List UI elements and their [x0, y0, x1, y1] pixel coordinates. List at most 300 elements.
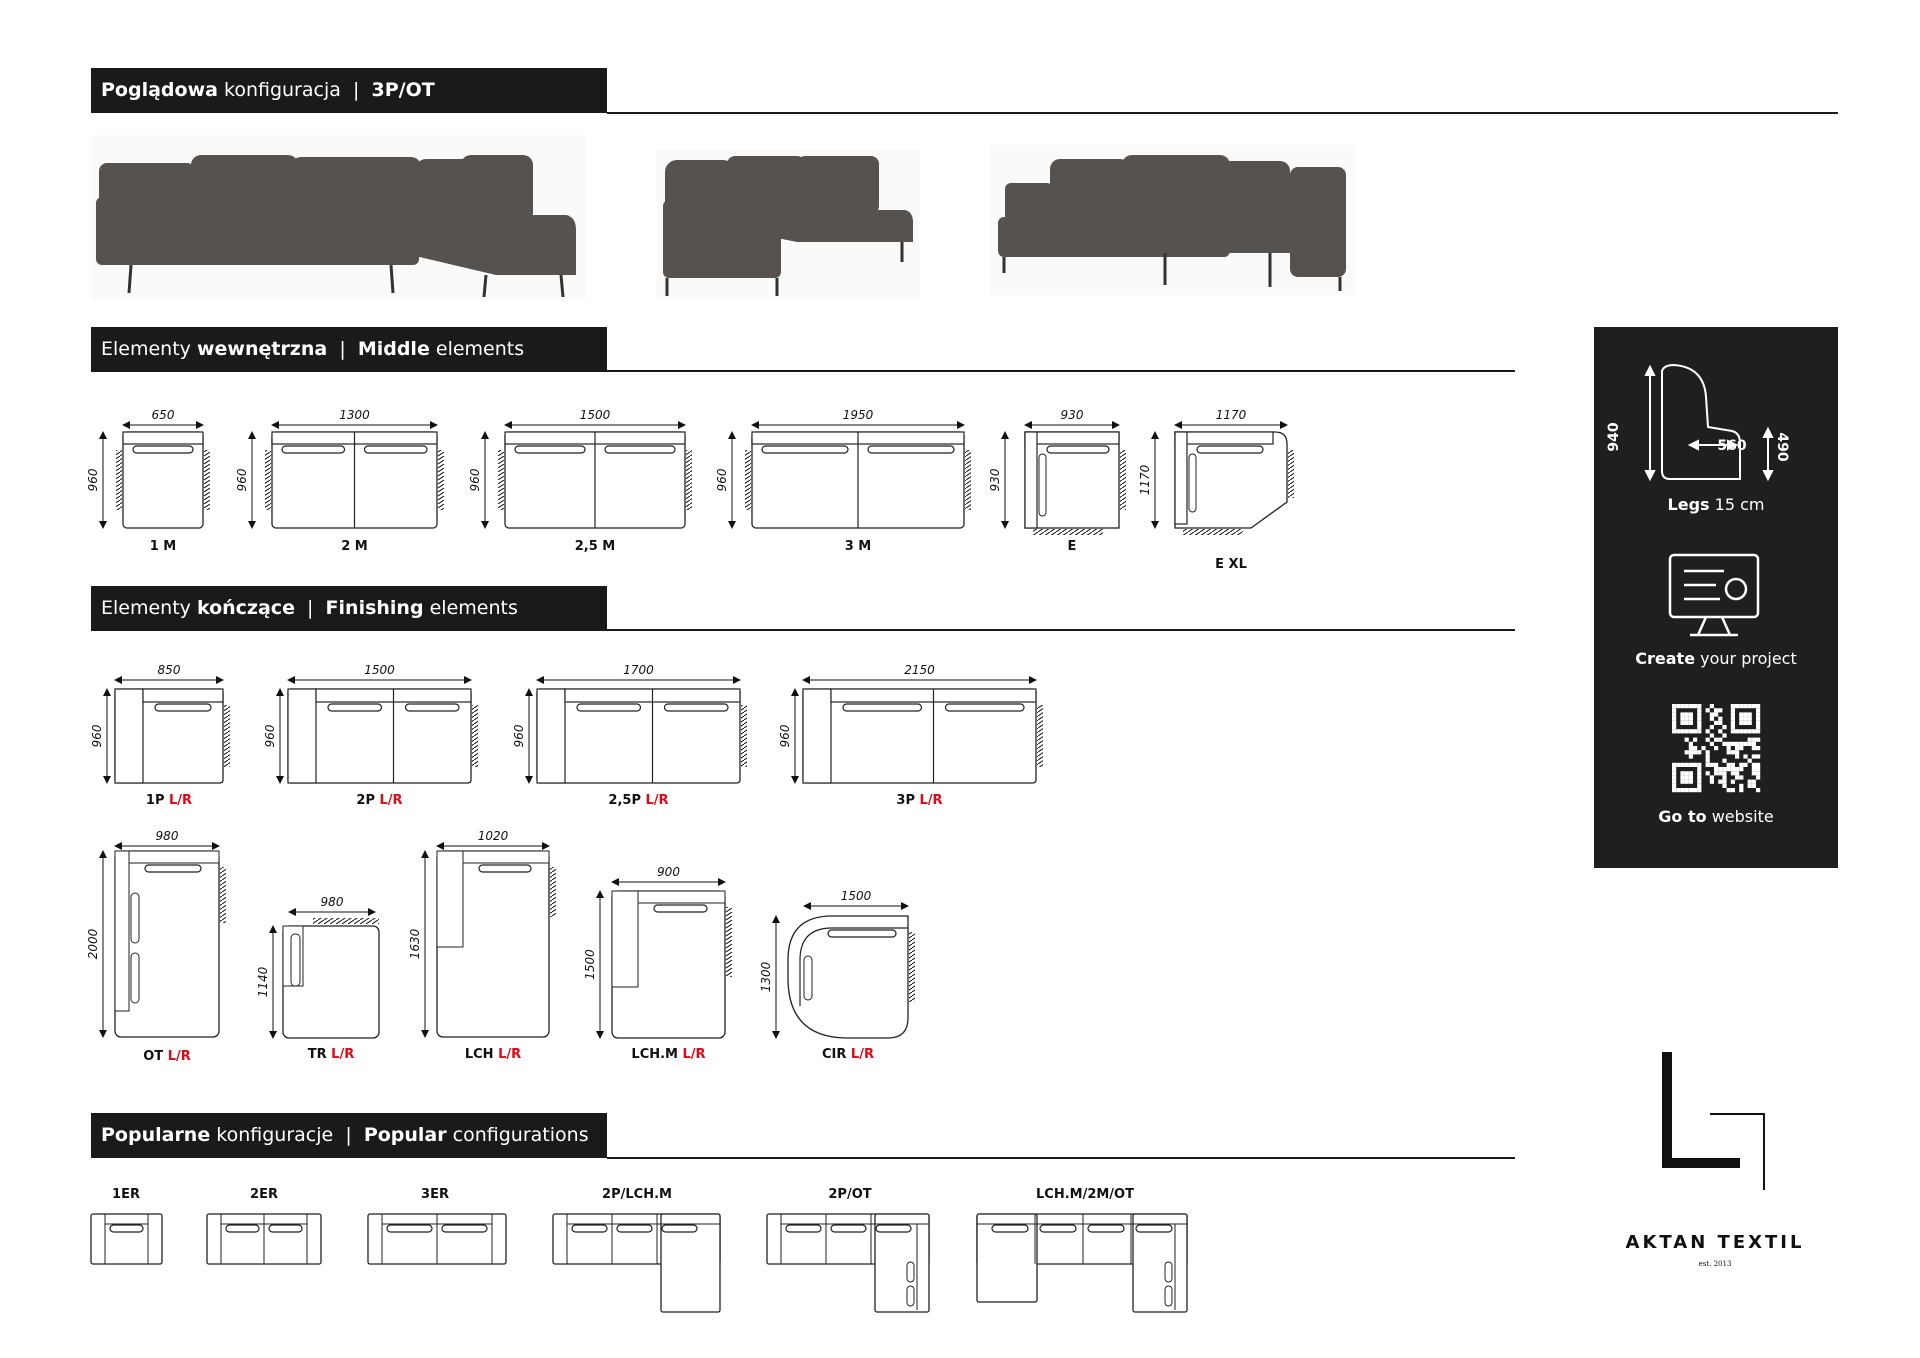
qr-module	[1672, 721, 1676, 725]
qr-module	[1731, 729, 1735, 733]
config-3er	[368, 1214, 506, 1264]
module-name	[465, 1047, 521, 1062]
backrest	[463, 851, 549, 863]
qr-module	[1727, 742, 1731, 746]
finishing-element	[263, 663, 478, 808]
dimension-label: 960	[86, 468, 100, 492]
cushion	[1197, 446, 1263, 453]
module-name	[602, 1187, 672, 1202]
qr-module	[1689, 771, 1693, 775]
module-code: 2ER	[250, 1187, 278, 1202]
cushion	[1040, 1225, 1076, 1232]
qr-module	[1672, 767, 1676, 771]
dimension-label: 960	[468, 468, 482, 492]
cushion	[654, 905, 707, 912]
backrest	[1175, 432, 1273, 444]
qr-module	[1722, 725, 1726, 729]
qr-module	[1693, 729, 1697, 733]
hatch	[265, 450, 271, 510]
module-name	[1036, 1187, 1134, 1202]
qr-module	[1752, 771, 1756, 775]
qr-module	[1731, 771, 1735, 775]
qr-module	[1676, 763, 1680, 767]
module-code: 1P	[145, 793, 165, 808]
backrest	[638, 891, 725, 903]
module-shape	[803, 689, 1036, 783]
cushion	[662, 1225, 697, 1232]
qr-module	[1710, 742, 1714, 746]
qr-module	[1756, 704, 1760, 708]
module-code: 1 M	[149, 539, 177, 554]
finishing-element	[759, 889, 915, 1062]
qr-module	[1735, 729, 1739, 733]
qr-module	[1697, 763, 1701, 767]
module-name	[250, 1187, 278, 1202]
module-name	[341, 539, 368, 554]
module-side: L/R	[164, 793, 193, 808]
qr-module	[1714, 738, 1718, 742]
qr-module	[1714, 746, 1718, 750]
qr-module	[1689, 704, 1693, 708]
seat-height-label: 490	[1774, 432, 1790, 462]
config-lch-m-2m-ot	[977, 1214, 1187, 1312]
qr-module	[1756, 746, 1760, 750]
dimension-label: 980	[320, 895, 344, 909]
qr-module	[1739, 784, 1743, 788]
qr-module	[1697, 729, 1701, 733]
qr-module	[1697, 788, 1701, 792]
qr-module	[1722, 771, 1726, 775]
qr-module	[1710, 712, 1714, 716]
qr-module	[1756, 788, 1760, 792]
config-2p-lch-m	[553, 1214, 720, 1312]
qr-module	[1680, 712, 1684, 716]
module-shape	[115, 851, 219, 1037]
cushion	[577, 704, 641, 711]
qr-module	[1722, 784, 1726, 788]
qr-module	[1752, 746, 1756, 750]
qr-module	[1693, 746, 1697, 750]
qr-module	[1685, 712, 1689, 716]
qr-module	[1676, 704, 1680, 708]
cushion	[1136, 1225, 1172, 1232]
qr-module	[1672, 717, 1676, 721]
qr-module	[1743, 742, 1747, 746]
cushion	[1189, 454, 1196, 512]
qr-module	[1710, 763, 1714, 767]
module-side: L/R	[640, 793, 669, 808]
monitor-icon	[1670, 555, 1758, 635]
middle-element	[235, 408, 444, 554]
middle-element	[468, 408, 692, 554]
qr-module	[1756, 725, 1760, 729]
cushion	[828, 930, 896, 937]
qr-module	[1693, 704, 1697, 708]
cushion	[868, 446, 954, 453]
dimension-label: 980	[155, 829, 179, 843]
cushion	[992, 1225, 1028, 1232]
module-name	[608, 793, 668, 808]
module-name	[143, 1049, 191, 1064]
armrest	[803, 689, 831, 783]
module-code: 2,5 M	[574, 539, 616, 554]
qr-module	[1685, 721, 1689, 725]
qr-module	[1672, 784, 1676, 788]
module-code: 2P	[356, 793, 375, 808]
qr-module	[1680, 775, 1684, 779]
qr-module	[1718, 738, 1722, 742]
seat-profile-icon	[1662, 365, 1740, 479]
dimension-label: 1630	[408, 928, 422, 960]
qr-module	[1748, 759, 1752, 763]
qr-module	[1731, 763, 1735, 767]
dimension-label: 1170	[1215, 408, 1247, 422]
dimension-label: 1500	[840, 889, 872, 903]
hatch	[726, 907, 732, 977]
qr-module	[1756, 729, 1760, 733]
qr-module	[1731, 767, 1735, 771]
qr-module	[1672, 725, 1676, 729]
qr-module	[1722, 780, 1726, 784]
hatch	[472, 705, 478, 767]
qr-module	[1672, 712, 1676, 716]
qr-module	[1697, 750, 1701, 754]
qr-module	[1748, 721, 1752, 725]
cushion	[876, 1225, 911, 1232]
module-side: L/R	[493, 1047, 522, 1062]
dimension-label: 960	[263, 724, 277, 748]
cushion	[762, 446, 848, 453]
qr-module	[1680, 704, 1684, 708]
qr-module	[1714, 712, 1718, 716]
qr-module	[1735, 742, 1739, 746]
hatch	[741, 705, 747, 767]
cushion	[605, 446, 675, 453]
hatch	[224, 705, 230, 767]
module-code: LCH.M	[631, 1047, 679, 1062]
qr-module	[1756, 721, 1760, 725]
qr-module	[1680, 788, 1684, 792]
qr-module	[1697, 784, 1701, 788]
qr-module	[1718, 708, 1722, 712]
backrest	[143, 689, 223, 702]
dimension-label: 1700	[623, 663, 654, 677]
qr-module	[1706, 763, 1710, 767]
header-preview: Poglądowa konfiguracja | 3P/OT	[91, 68, 607, 113]
qr-module	[1739, 729, 1743, 733]
cushion	[291, 934, 300, 986]
qr-module	[1731, 708, 1735, 712]
qr-module	[1689, 754, 1693, 758]
qr-module	[1739, 742, 1743, 746]
qr-module	[1748, 717, 1752, 721]
finishing-element	[408, 829, 556, 1062]
qr-module	[1710, 725, 1714, 729]
cushion	[328, 704, 382, 711]
module-side: L/R	[846, 1047, 874, 1062]
qr-module	[1697, 775, 1701, 779]
qr-module	[1752, 742, 1756, 746]
qr-module	[1697, 712, 1701, 716]
qr-module	[1697, 717, 1701, 721]
armrest	[612, 891, 638, 987]
qr-module	[1672, 763, 1676, 767]
info-panel	[1594, 327, 1838, 868]
qr-module	[1731, 788, 1735, 792]
qr-module	[1735, 750, 1739, 754]
cushion	[1047, 446, 1109, 453]
cushion	[804, 956, 812, 1000]
backrest-side	[1175, 432, 1187, 524]
hatch	[686, 450, 692, 510]
qr-module	[1714, 721, 1718, 725]
qr-module	[1680, 771, 1684, 775]
qr-module	[1685, 750, 1689, 754]
module-code: 3 M	[844, 539, 872, 554]
dimension-label: 650	[151, 408, 175, 422]
qr-module	[1731, 712, 1735, 716]
qr-module	[1680, 721, 1684, 725]
module-side: L/R	[678, 1047, 706, 1062]
qr-module	[1672, 788, 1676, 792]
dimension-label: 2150	[904, 663, 935, 677]
qr-module	[1697, 771, 1701, 775]
backrest	[129, 851, 219, 863]
finishing-element	[86, 829, 226, 1064]
dimension-label: 1300	[759, 961, 773, 993]
qr-module	[1756, 738, 1760, 742]
module-code: LCH	[464, 1047, 494, 1062]
qr-module	[1689, 775, 1693, 779]
qr-module	[1752, 763, 1756, 767]
qr-module	[1722, 733, 1726, 737]
hatch	[498, 450, 504, 510]
module-code: E	[1067, 539, 1077, 554]
finishing-element	[778, 663, 1043, 808]
legs-text: Legs 15 cm	[1667, 495, 1765, 514]
qr-module	[1731, 780, 1735, 784]
hatch	[909, 932, 915, 1002]
qr-module	[1727, 746, 1731, 750]
module-code: CIR	[822, 1047, 847, 1062]
qr-module	[1672, 708, 1676, 712]
qr-module	[1748, 729, 1752, 733]
qr-module	[1731, 717, 1735, 721]
module-side: L/R	[163, 1049, 191, 1064]
qr-module	[1735, 754, 1739, 758]
qr-module	[1735, 746, 1739, 750]
qr-module	[1689, 788, 1693, 792]
dimension-label: 1020	[477, 829, 509, 843]
cushion	[145, 865, 201, 872]
cushion	[1165, 1262, 1172, 1282]
brand-name: AKTAN TEXTIL	[1625, 1232, 1805, 1253]
qr-module	[1739, 788, 1743, 792]
dimension-label: 930	[1060, 408, 1084, 422]
module-name	[146, 793, 192, 808]
qr-module	[1672, 780, 1676, 784]
qr-module	[1710, 775, 1714, 779]
qr-module	[1693, 750, 1697, 754]
qr-module	[1676, 788, 1680, 792]
qr-module	[1727, 767, 1731, 771]
cushion	[133, 446, 193, 453]
hatch	[1288, 450, 1294, 498]
qr-module	[1689, 721, 1693, 725]
module-name	[828, 1187, 871, 1202]
cushion	[479, 865, 531, 872]
qr-module	[1752, 729, 1756, 733]
qr-module	[1714, 708, 1718, 712]
go-to-website-text[interactable]: Go to website	[1658, 807, 1774, 826]
qr-module	[1718, 767, 1722, 771]
qr-module	[1685, 771, 1689, 775]
qr-module	[1743, 717, 1747, 721]
dimension-label: 960	[778, 724, 792, 748]
qr-module	[1748, 738, 1752, 742]
qr-module	[1727, 763, 1731, 767]
qr-module	[1731, 742, 1735, 746]
hatch	[965, 450, 971, 510]
config-1er	[91, 1214, 162, 1264]
qr-module	[1672, 771, 1676, 775]
qr-module	[1701, 746, 1705, 750]
middle-element	[1138, 408, 1294, 572]
armrest	[288, 689, 316, 783]
module-code: 2P/LCH.M	[602, 1187, 672, 1202]
cushion	[269, 1225, 302, 1232]
qr-module	[1731, 750, 1735, 754]
cushion	[155, 704, 211, 711]
cushion	[831, 1225, 866, 1232]
dimension-label: 960	[512, 724, 526, 748]
module-code: OT	[143, 1049, 164, 1064]
qr-module	[1722, 759, 1726, 763]
dimension-label: 1300	[339, 408, 370, 422]
dimension-label: 1170	[1138, 464, 1152, 496]
module-code: LCH.M/2M/OT	[1036, 1187, 1134, 1202]
module-side: L/R	[375, 793, 403, 808]
armrest	[115, 689, 143, 783]
dimension-label: 1140	[256, 966, 270, 998]
hatch	[550, 867, 556, 917]
cushion	[131, 893, 139, 943]
qr-module	[1748, 742, 1752, 746]
armrest	[537, 689, 565, 783]
dimension-label: 1500	[364, 663, 395, 677]
hatch	[1033, 529, 1103, 535]
qr-module	[1697, 767, 1701, 771]
qr-module	[1739, 721, 1743, 725]
cushion	[282, 446, 345, 453]
qr-module	[1697, 721, 1701, 725]
dimension-label: 930	[988, 468, 1002, 492]
module-name	[421, 1187, 449, 1202]
qr-module	[1685, 704, 1689, 708]
hatch	[438, 450, 444, 510]
cushion	[907, 1262, 914, 1282]
depth-label: 560	[1717, 438, 1747, 454]
qr-module	[1752, 754, 1756, 758]
dimension-label: 1500	[583, 949, 597, 980]
cushion	[442, 1225, 487, 1232]
finishing-element	[256, 895, 379, 1062]
module-code: TR	[307, 1047, 327, 1062]
qr-module	[1685, 788, 1689, 792]
qr-module	[1672, 775, 1676, 779]
cushion	[131, 953, 139, 1003]
module-name	[1215, 557, 1247, 572]
qr-code-icon	[1672, 704, 1760, 792]
module-name	[822, 1047, 874, 1062]
qr-module	[1685, 717, 1689, 721]
module-name	[112, 1187, 140, 1202]
cushion	[572, 1225, 607, 1232]
qr-module	[1685, 780, 1689, 784]
hatch	[1120, 450, 1126, 510]
qr-module	[1748, 704, 1752, 708]
qr-module	[1743, 729, 1747, 733]
module-name	[308, 1047, 354, 1062]
qr-module	[1706, 771, 1710, 775]
qr-module	[1680, 729, 1684, 733]
qr-module	[1752, 704, 1756, 708]
qr-module	[1727, 788, 1731, 792]
qr-module	[1697, 704, 1701, 708]
cushion	[1165, 1286, 1172, 1306]
qr-module	[1718, 771, 1722, 775]
qr-module	[1693, 738, 1697, 742]
qr-module	[1739, 704, 1743, 708]
module-shape	[91, 1214, 162, 1264]
qr-module	[1689, 763, 1693, 767]
dimension-label: 1950	[842, 408, 874, 422]
qr-module	[1731, 721, 1735, 725]
qr-module	[1689, 717, 1693, 721]
qr-module	[1752, 784, 1756, 788]
middle-element	[988, 408, 1126, 554]
qr-module	[1743, 712, 1747, 716]
panel-graphics	[1594, 327, 1838, 868]
cushion	[406, 704, 460, 711]
cushion	[946, 704, 1025, 711]
module-code: 2,5P	[608, 793, 641, 808]
qr-module	[1756, 717, 1760, 721]
qr-module	[1714, 763, 1718, 767]
qr-module	[1680, 780, 1684, 784]
create-project-text[interactable]: Create your project	[1635, 649, 1797, 668]
finishing-element	[583, 865, 732, 1062]
qr-module	[1689, 746, 1693, 750]
qr-module	[1706, 738, 1710, 742]
qr-module	[1743, 763, 1747, 767]
module-code: E XL	[1215, 557, 1247, 572]
qr-module	[1676, 729, 1680, 733]
qr-module	[1739, 746, 1743, 750]
qr-module	[1685, 729, 1689, 733]
qr-module	[1718, 721, 1722, 725]
qr-module	[1739, 763, 1743, 767]
height-label: 940	[1606, 422, 1622, 452]
qr-module	[1718, 780, 1722, 784]
finishing-element	[90, 663, 230, 808]
qr-module	[1706, 750, 1710, 754]
qr-module	[1752, 780, 1756, 784]
qr-module	[1689, 729, 1693, 733]
qr-module	[1756, 708, 1760, 712]
qr-module	[1739, 712, 1743, 716]
qr-module	[1689, 742, 1693, 746]
